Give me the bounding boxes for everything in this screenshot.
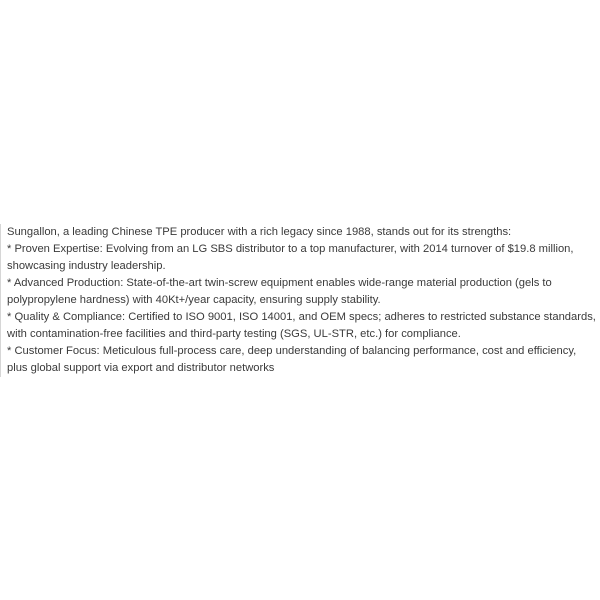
strength-quality-compliance: * Quality & Compliance: Certified to ISO 9001, ISO 14001, and OEM specs; adheres to restricted substance standards, with contamination-free facilities and third-party testing (SGS, UL-STR, etc.) for compliance. [7, 311, 596, 340]
intro-paragraph: Sungallon, a leading Chinese TPE producer with a rich legacy since 1988, stands out for its strengths: [7, 226, 512, 238]
strength-proven-expertise: * Proven Expertise: Evolving from an LG SBS distributor to a top manufacturer, with 2014 turnover of $19.8 million, showcasing industry leadership. [7, 243, 574, 272]
company-strengths-text [0, 224, 596, 377]
strength-customer-focus: * Customer Focus: Meticulous full-process care, deep understanding of balancing performance, cost and efficiency, plus global support via export and distributor networks [7, 345, 577, 374]
strength-advanced-production: * Advanced Production: State-of-the-art twin-screw equipment enables wide-range material production (gels to polypropylene hardness) with 40Kt+/year capacity, ensuring supply stability. [7, 277, 552, 306]
